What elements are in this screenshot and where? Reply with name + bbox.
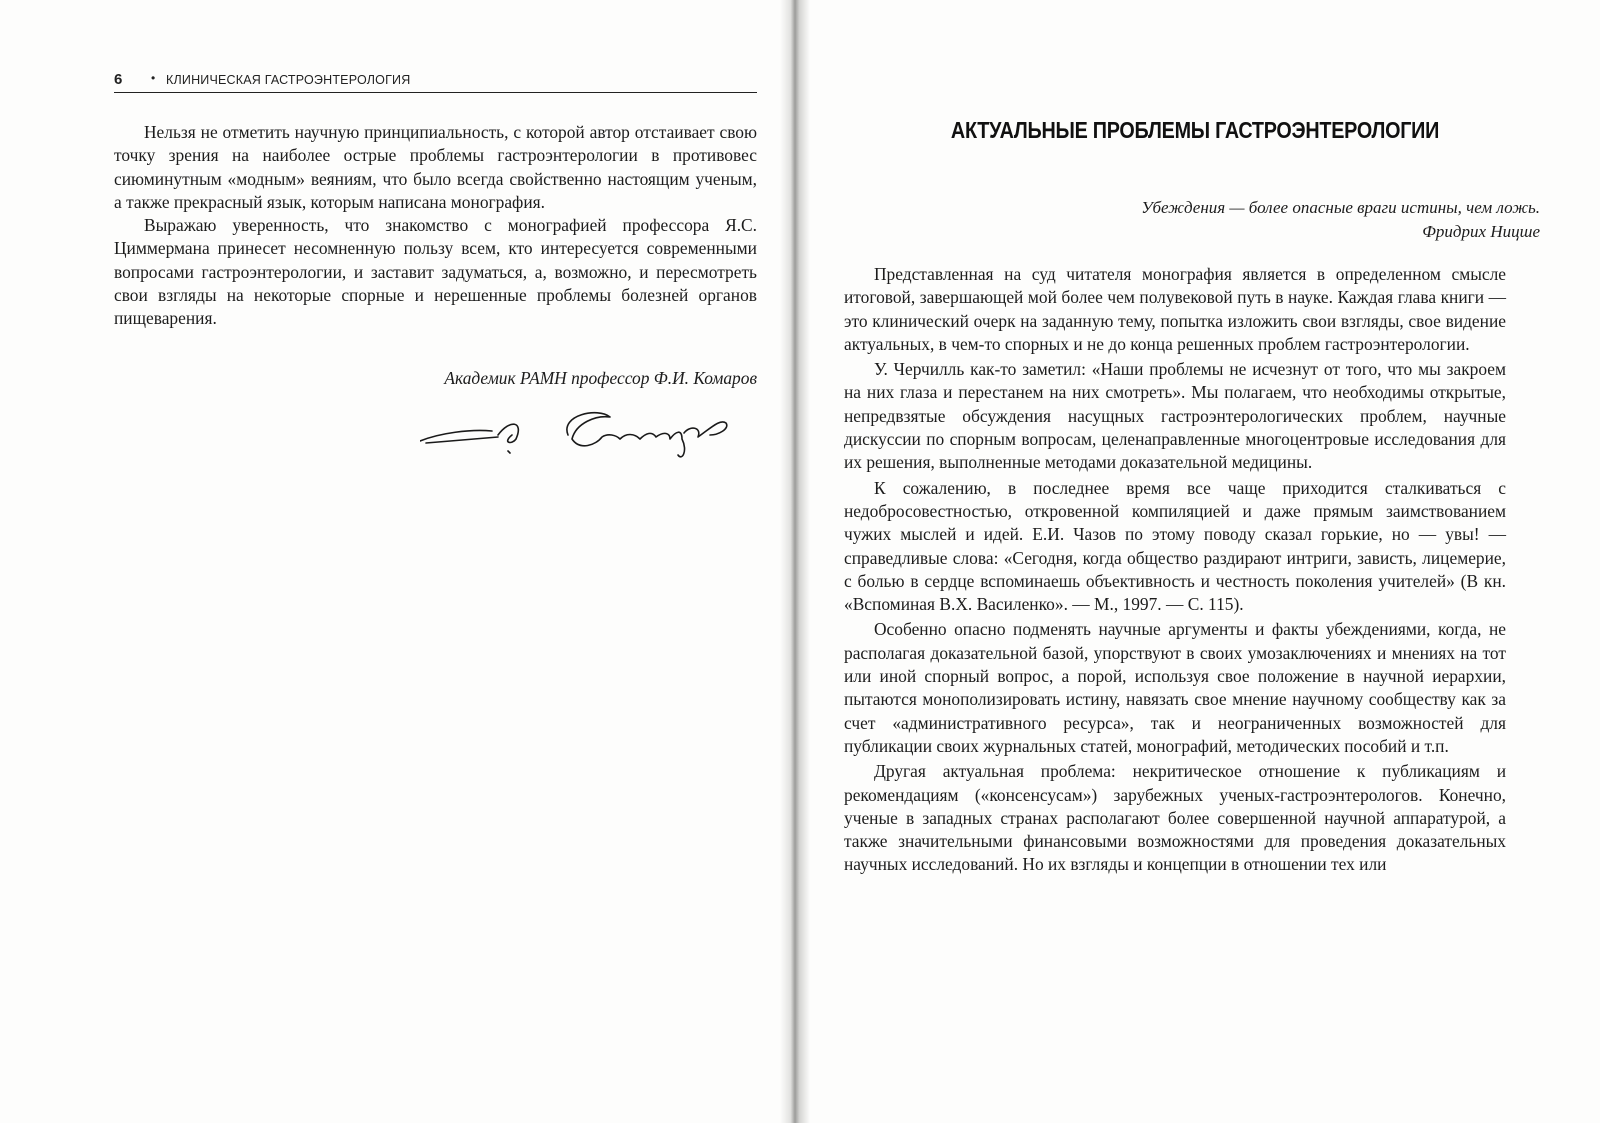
bullet-icon: • [151, 71, 156, 85]
signature-image [420, 405, 740, 465]
paragraph: Особенно опасно подменять научные аргументы и факты убеждениями, когда, не располагая доказательной базой, упорствуют в своих умозаключениях и мнениях на тот или иной спорный вопрос, а порой, используя свое положение в научной иерархии, пытаются монополизировать истину, навязать свое мнение научному сообществу как за счет «административного ресурса», так и неограниченных возможностей для публикации своих журнальных статей, монографий, методических пособий и т.п. [844, 619, 1506, 756]
chapter-title: АКТУАЛЬНЫЕ ПРОБЛЕМЫ ГАСТРОЭНТЕРОЛОГИИ [950, 117, 1440, 143]
paragraph: У. Черчилль как-то заметил: «Наши проблемы не исчезнут от того, что мы закроем на них глаза и перестанем на них смотреть». Мы полагаем, что необходимы открытые, непредвзятые обсуждения насущных гастроэнтерологических проблем, научные дискуссии по спорным вопросам, целенаправленные многоцентровые исследования для их решения, выполненные методами доказательной медицины. [844, 359, 1506, 473]
page-number: 6 [114, 71, 123, 88]
paragraph: К сожалению, в последнее время все чаще приходится сталкиваться с недобросовестностью, откровенной компиляцией и даже прямым заимствованием чужих мыслей и идей. Е.И. Чазов по этому поводу сказал горькие, но — увы! — справедливые слова: «Сегодня, когда общество раздирают интриги, зависть, лицемерие, с болью в сердце вспоминаешь объективность и честность поколения учителей» (В кн. «Вспоминая В.Х. Василенко». — М., 1997. — С. 115). [844, 477, 1506, 615]
running-header [114, 70, 757, 93]
book-gutter [780, 0, 810, 1123]
paragraph: Представленная на суд читателя монография является в определенном смысле итоговой, завершающей мой более чем полувековой путь в науке. Каждая глава книги — это клинический очерк на заданную тему, попытка изложить свои взгляды, свое видение актуальных, в чем-то спорных и не до конца решенных проблем гастроэнтерологии. [844, 264, 1506, 354]
chapter-body [844, 263, 1506, 879]
paragraph: Нельзя не отметить научную принципиальность, с которой автор отстаивает свою точку зрения на наиболее острые проблемы гастроэнтерологии в противовес сиюминутным «модным» веяниям, что было всегда свойственно настоящим ученым, а также прекрасный язык, которым написана монография. [114, 122, 757, 212]
foreword-text [114, 121, 757, 331]
foreword-attribution: Академик РАМН профессор Ф.И. Комаров [444, 368, 757, 388]
paragraph: Выражаю уверенность, что знакомство с монографией профессора Я.С. Циммермана принесет несомненную пользу всем, кто интересуется современными вопросами гастроэнтерологии, и заставит задуматься, а, возможно, и пересмотреть свои взгляды на некоторые спорные и нерешенные проблемы болезней органов пищеварения. [114, 215, 757, 329]
right-page [810, 0, 1600, 1123]
left-page [0, 0, 780, 1123]
paragraph: Другая актуальная проблема: некритическое отношение к публикациям и рекомендациям («консенсусам») зарубежных ученых-гастроэнтерологов. Конечно, ученые в западных странах располагают более совершенной научной аппаратурой, а также значительными финансовыми возможностями для проведения доказательных научных исследований. Но их взгляды и концепции в отношении тех или [844, 761, 1506, 875]
running-title: КЛИНИЧЕСКАЯ ГАСТРОЭНТЕРОЛОГИЯ [166, 73, 411, 87]
epigraph-author: Фридрих Ницше [1422, 222, 1540, 241]
epigraph [850, 196, 1540, 244]
epigraph-quote: Убеждения — более опасные враги истины, чем ложь. [1141, 198, 1540, 217]
